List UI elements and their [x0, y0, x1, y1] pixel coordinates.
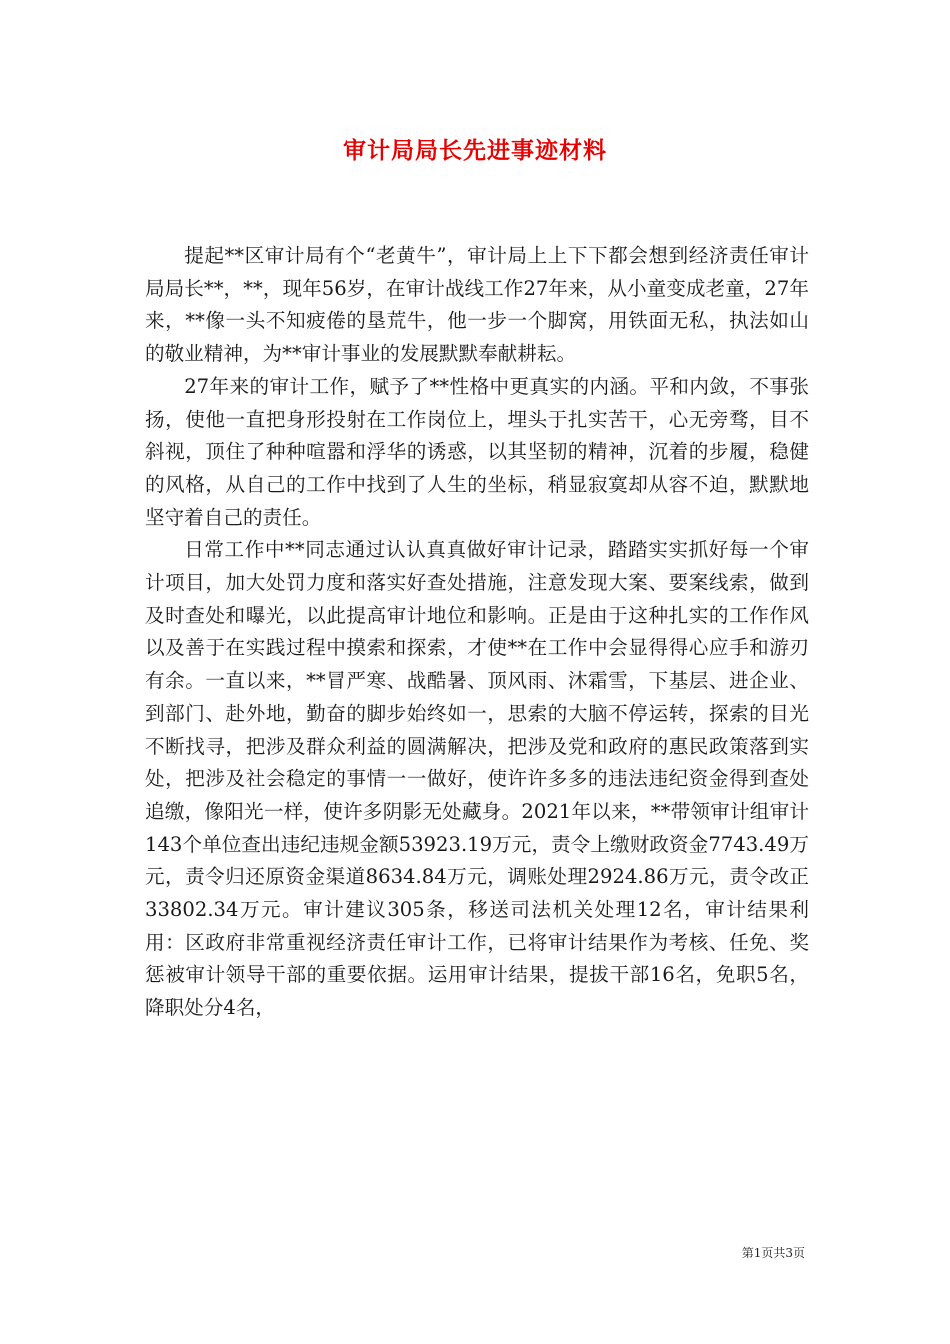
page-number: 第1页共3页	[741, 1246, 805, 1260]
document-title: 审计局局长先进事迹材料	[343, 138, 607, 164]
paragraph-3: 日常工作中**同志通过认认真真做好审计记录，踏踏实实抓好每一个审计项目，加大处罚力度和落实好查处措施，注意发现大案、要案线索，做到及时查处和曝光，以此提高审计地位和影响。正是由于这种扎实的工作作风以及善于在实践过程中摸索和探索，才使**在工作中会显得得心应手和游刃有余。一直以来，**冒严寒、战酷暑、顶风雨、沐霜雪，下基层、进企业、到部门、赴外地，勤奋的脚步始终如一，思索的大脑不停运转，探索的目光不断找寻，把涉及群众利益的圆满解决，把涉及党和政府的惠民政策落到实处，把涉及社会稳定的事情一一做好，使许许多多的违法违纪资金得到查处追缴，像阳光一样，使许多阴影无处藏身。2021年以来，**带领审计组审计143个单位查出违纪违规金额53923.19万元，责令上缴财政资金7743.49万元，责令归还原资金渠道8634.84万元，调账处理2924.86万元，责令改正33802.34万元。审计建议305条，移送司法机关处理12名，审计结果利用：区政府非常重视经济责任审计工作，已将审计结果作为考核、任免、奖惩被审计领导干部的重要依据。运用审计结果，提拔干部16名，免职5名，降职处分4名，	[145, 538, 809, 1020]
paragraph-1: 提起**区审计局有个“老黄牛”，审计局上上下下都会想到经济责任审计局局长**，**，现年56岁，在审计战线工作27年来，从小童变成老童，27年来，**像一头不知疲倦的垦荒牛，他一步一个脚窝，用铁面无私，执法如山的敬业精神，为**审计事业的发展默默奉献耕耘。	[145, 244, 809, 366]
paragraph-2: 27年来的审计工作，赋予了**性格中更真实的内涵。平和内敛，不事张扬，使他一直把身形投射在工作岗位上，埋头于扎实苦干，心无旁骛，目不斜视，顶住了种种喧嚣和浮华的诱惑，以其坚韧的精神，沉着的步履，稳健的风格，从自己的工作中找到了人生的坐标，稍显寂寞却从容不迫，默默地坚守着自己的责任。	[145, 374, 809, 529]
document-body	[145, 240, 809, 1025]
